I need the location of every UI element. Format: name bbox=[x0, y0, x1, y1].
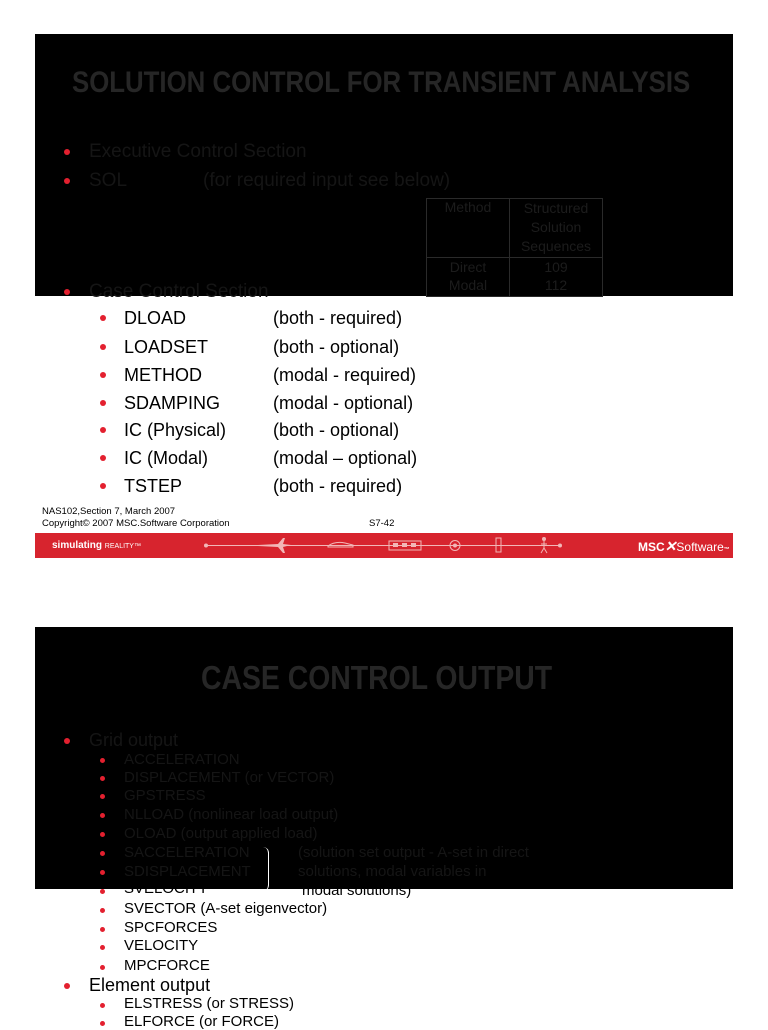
bullet-icon bbox=[100, 945, 105, 950]
list-item: SVECTOR (A-set eigenvector) bbox=[124, 900, 328, 917]
logo-software: Software bbox=[676, 540, 724, 554]
list-item-note: (both - required) bbox=[273, 308, 403, 328]
bullet-icon bbox=[100, 455, 106, 461]
bullet-icon bbox=[100, 758, 105, 763]
bullet-icon bbox=[64, 738, 70, 744]
list-item: ELSTRESS (or STRESS) bbox=[124, 995, 295, 1012]
bullet-icon bbox=[100, 315, 106, 321]
bullet-icon bbox=[64, 289, 70, 295]
list-item-note: (both - optional) bbox=[273, 337, 400, 357]
table-cell-sol: 109 bbox=[510, 258, 603, 278]
solution-set-note: solutions, modal variables in bbox=[298, 863, 487, 880]
bullet-icon bbox=[100, 889, 105, 894]
bullet-icon bbox=[64, 178, 70, 184]
logo-msc: MSC bbox=[638, 540, 665, 554]
slide2-title: CASE CONTROL OUTPUT bbox=[201, 659, 553, 696]
list-item: IC (Modal) bbox=[124, 448, 209, 468]
list-item-note: (modal - optional) bbox=[273, 393, 414, 413]
list-item: SVELOCITY bbox=[124, 880, 209, 897]
bullet-icon bbox=[100, 832, 105, 837]
bullet-icon bbox=[100, 427, 106, 433]
list-item: IC (Physical) bbox=[124, 420, 227, 440]
bullet-icon bbox=[100, 400, 106, 406]
table-cell-method: Direct bbox=[427, 258, 510, 278]
bullet-icon bbox=[100, 372, 106, 378]
list-item: ELFORCE (or FORCE) bbox=[124, 1013, 280, 1030]
tagline-main: simulating bbox=[52, 540, 103, 551]
sol-label: SOL bbox=[89, 170, 128, 191]
bullet-icon bbox=[100, 927, 105, 932]
list-item: MPCFORCE bbox=[124, 957, 210, 974]
banner-graphics-icon bbox=[203, 533, 563, 558]
bullet-icon bbox=[100, 794, 105, 799]
element-output-label: Element output bbox=[89, 975, 211, 995]
list-item: OLOAD (output applied load) bbox=[124, 825, 318, 842]
footer-course: NAS102,Section 7, March 2007 bbox=[42, 506, 176, 517]
list-item: SACCELERATION bbox=[124, 844, 250, 861]
footer-copyright: Copyright© 2007 MSC.Software Corporation bbox=[42, 518, 230, 529]
page-number: S7-42 bbox=[369, 518, 395, 529]
list-item: SDAMPING bbox=[124, 393, 221, 413]
solution-sequence-table bbox=[426, 198, 603, 297]
list-item: TSTEP bbox=[124, 476, 183, 496]
list-item: LOADSET bbox=[124, 337, 209, 357]
bullet-icon bbox=[100, 908, 105, 913]
bullet-icon bbox=[100, 813, 105, 818]
list-item: VELOCITY bbox=[124, 937, 199, 954]
list-item: METHOD bbox=[124, 365, 202, 385]
list-item: DLOAD bbox=[124, 308, 187, 328]
bullet-icon bbox=[64, 983, 70, 989]
table-cell-sol: 112 bbox=[510, 277, 603, 297]
bullet-icon bbox=[100, 344, 106, 350]
list-item-note: (modal – optional) bbox=[273, 448, 418, 468]
bullet-icon bbox=[100, 965, 105, 970]
tagline bbox=[52, 540, 141, 551]
list-item-note: (modal - required) bbox=[273, 365, 417, 385]
brace-icon bbox=[262, 847, 269, 891]
table-cell-method: Modal bbox=[427, 277, 510, 297]
list-item: GPSTRESS bbox=[124, 787, 206, 804]
grid-output-label: Grid output bbox=[89, 730, 179, 750]
msc-software-logo: MSC✕Software™ bbox=[638, 538, 730, 554]
list-item: DISPLACEMENT (or VECTOR) bbox=[124, 769, 335, 786]
bullet-icon bbox=[100, 1003, 105, 1008]
footer-banner bbox=[35, 533, 733, 558]
bullet-icon bbox=[100, 776, 105, 781]
list-item: SDISPLACEMENT bbox=[124, 863, 251, 880]
solution-set-note: modal solutions) bbox=[302, 882, 412, 899]
list-item-note: (both - optional) bbox=[273, 420, 400, 440]
tagline-rest: REALITY™ bbox=[104, 543, 141, 550]
case-control-label: Case Control Section bbox=[89, 281, 269, 302]
solution-set-note: (solution set output - A-set in direct bbox=[298, 844, 529, 861]
list-item: ACCELERATION bbox=[124, 751, 240, 768]
list-item-note: (both - required) bbox=[273, 476, 403, 496]
bullet-icon bbox=[100, 851, 105, 856]
list-item: NLLOAD (nonlinear load output) bbox=[124, 806, 339, 823]
sol-note: (for required input see below) bbox=[203, 170, 451, 191]
bullet-icon bbox=[100, 870, 105, 875]
table-header-sequences: Structured Solution Sequences bbox=[510, 199, 603, 258]
table-header-method: Method bbox=[427, 199, 510, 258]
executive-control-label: Executive Control Section bbox=[89, 141, 307, 162]
bullet-icon bbox=[100, 483, 106, 489]
slide1-title: SOLUTION CONTROL FOR TRANSIENT ANALYSIS bbox=[72, 66, 691, 99]
bullet-icon bbox=[64, 149, 70, 155]
list-item: SPCFORCES bbox=[124, 919, 218, 936]
